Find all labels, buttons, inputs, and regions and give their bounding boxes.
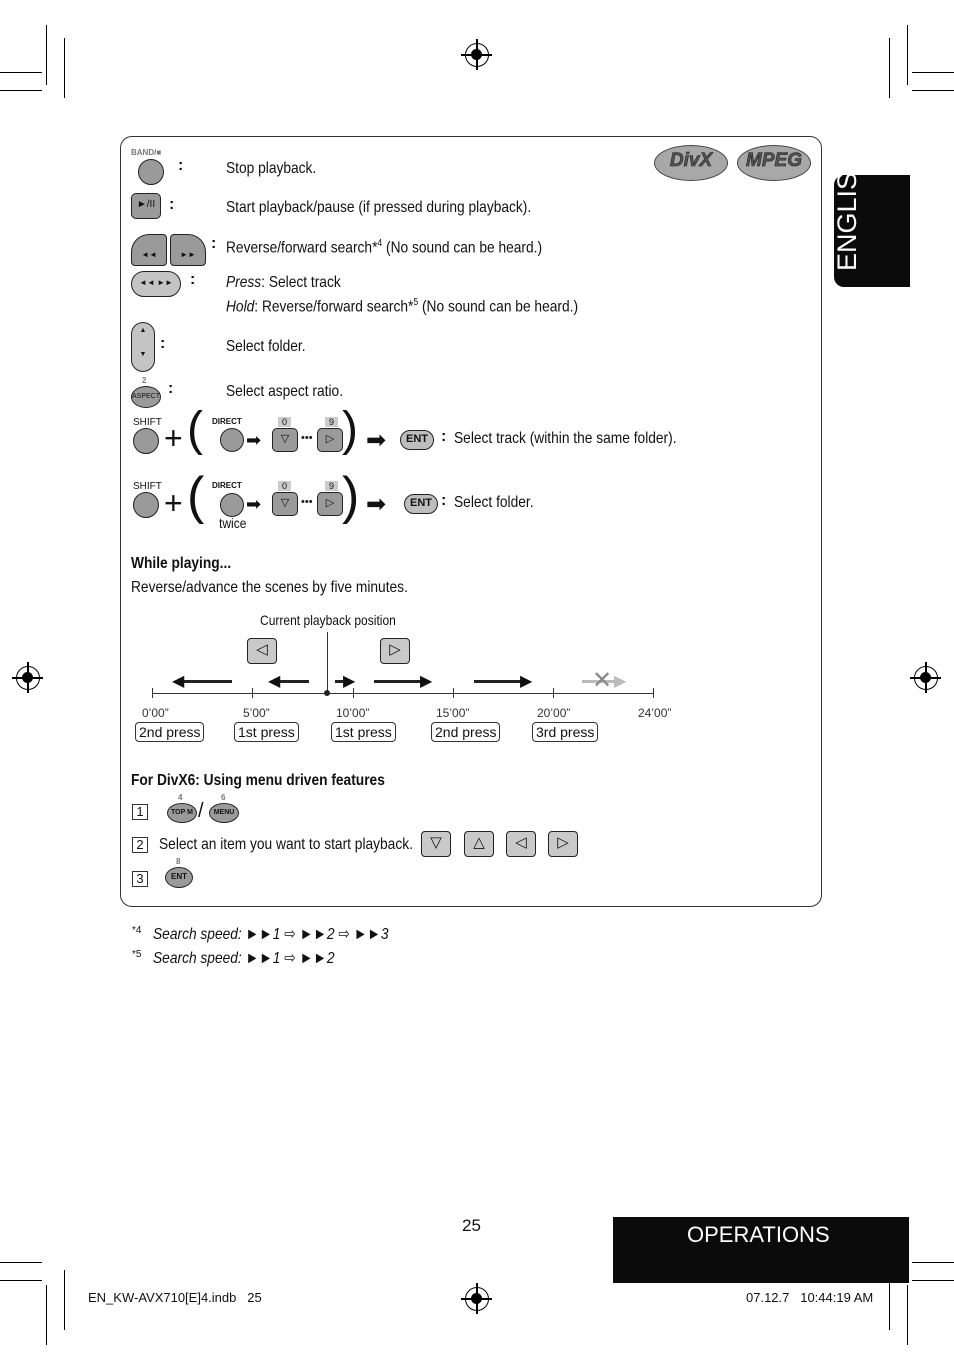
digit-0-label: 0 [278, 481, 291, 491]
current-position-line [327, 632, 328, 694]
reverse-button[interactable]: ◄◄ [131, 234, 167, 266]
left-button[interactable]: ◁ [247, 638, 277, 664]
divx6-heading: For DivX6: Using menu driven features [131, 772, 385, 789]
bracket-close: ) [342, 467, 360, 525]
arrowhead-left: ◀ [268, 673, 281, 690]
arrow-right-icon [474, 680, 524, 683]
colon: : [169, 196, 175, 213]
page-number: 25 [462, 1216, 481, 1235]
right-button[interactable]: ▷ [548, 831, 578, 857]
time-label: 0’00” [142, 706, 169, 720]
arrowhead-right: ▶ [520, 673, 533, 690]
crop-mark [907, 25, 908, 85]
press-count: 3rd press [532, 722, 598, 742]
play-pause-button[interactable]: ►/II [131, 193, 161, 219]
footer-timestamp: 07.12.7 10:44:19 AM [746, 1290, 874, 1305]
aspect-button[interactable]: ASPECT [131, 386, 161, 408]
down-button[interactable]: ▽ [272, 428, 298, 452]
bracket-close: ) [342, 403, 358, 456]
crop-mark [46, 1285, 47, 1345]
arrowhead-right: ▶ [614, 673, 627, 690]
crop-mark [889, 38, 890, 98]
crop-mark [912, 1262, 954, 1263]
stop-text: Stop playback. [226, 160, 317, 177]
timeline-axis [152, 693, 654, 694]
top-menu-button[interactable]: TOP M [167, 803, 197, 823]
aspect-text: Select aspect ratio. [226, 383, 344, 400]
track-rocker-button[interactable]: ◄◄ ►► [131, 271, 181, 297]
footnote-text: Search speed: ►►1 ⇨ ►►2 ⇨ ►►3 [153, 926, 389, 943]
colon: : [190, 271, 196, 288]
timeline-tick [453, 688, 454, 698]
ellipsis: ••• [301, 432, 313, 444]
arrow-right-icon: ➡ [366, 491, 387, 518]
bracket-open: ( [187, 403, 203, 456]
shift-label: SHIFT [133, 417, 162, 428]
press-count: 2nd press [135, 722, 204, 742]
arrow-right-icon [374, 680, 424, 683]
crop-mark [0, 72, 42, 73]
press-count: 1st press [331, 722, 396, 742]
language-label: ENGLISH [832, 152, 862, 271]
right-button[interactable]: ▷ [380, 638, 410, 664]
folder-text: Select folder. [226, 338, 306, 355]
arrowhead-right: ▶ [343, 673, 356, 690]
current-position-dot [324, 690, 330, 696]
registration-mark [465, 43, 489, 67]
forward-button[interactable]: ►► [170, 234, 206, 266]
direct-button[interactable] [220, 493, 244, 517]
search-text: Reverse/forward search*$^4$ (No sound can be heard.) [226, 238, 543, 257]
footer-file: EN_KW-AVX710[E]4.indb 25 [88, 1290, 262, 1305]
band-stop-button[interactable] [138, 159, 164, 185]
band-stop-label: BAND/■ [131, 148, 162, 157]
crop-mark [64, 1270, 65, 1330]
bracket-open: ( [187, 467, 205, 525]
shift-label: SHIFT [133, 481, 162, 492]
arrow-left-icon [279, 680, 309, 683]
arrow-right-icon: ➡ [366, 427, 387, 454]
menu-button[interactable]: MENU [209, 803, 239, 823]
time-label: 24’00” [638, 706, 672, 720]
registration-mark [465, 1287, 489, 1311]
crop-mark [46, 25, 47, 85]
shift-button[interactable] [133, 492, 159, 518]
arrow-right-icon: ➡ [246, 494, 262, 514]
colon: : [441, 428, 447, 445]
timeline-tick [553, 688, 554, 698]
time-label: 5’00” [243, 706, 270, 720]
cross-icon: ✕ [592, 667, 613, 694]
twice-label: twice [219, 515, 247, 531]
left-button[interactable]: ◁ [506, 831, 536, 857]
direct-label: DIRECT [212, 481, 242, 490]
registration-mark [914, 666, 938, 690]
colon: : [178, 157, 184, 174]
select-track-text: Select track (within the same folder). [454, 430, 677, 447]
press-count: 2nd press [431, 722, 500, 742]
digit-9-label: 9 [325, 417, 338, 427]
colon: : [160, 335, 166, 352]
while-playing-heading: While playing... [131, 555, 232, 572]
crop-mark [64, 38, 65, 98]
digit-9-label: 9 [325, 481, 338, 491]
press-count: 1st press [234, 722, 299, 742]
timeline-tick [152, 688, 153, 698]
step-number: 3 [132, 871, 148, 887]
time-label: 15’00” [436, 706, 470, 720]
colon: : [168, 380, 174, 397]
step-number: 1 [132, 804, 148, 820]
crop-mark [0, 90, 42, 91]
direct-label: DIRECT [212, 417, 242, 426]
top-menu-key-number: 4 [178, 793, 183, 802]
ent-button[interactable]: ENT [165, 867, 193, 888]
timeline-tick [252, 688, 253, 698]
divx-disc-icon: DivX [654, 145, 728, 181]
arrowhead-right: ▶ [420, 673, 433, 690]
step2-text: Select an item you want to start playback. [159, 836, 413, 853]
time-label: 10’00” [336, 706, 370, 720]
mpeg-disc-icon: MPEG [737, 145, 811, 181]
arrow-left-icon [182, 680, 232, 683]
shift-button[interactable] [133, 428, 159, 454]
hold-text: Hold: Reverse/forward search*$^5$ (No sound can be heard.) [226, 297, 579, 316]
direct-button[interactable] [220, 428, 244, 452]
ellipsis: ••• [301, 496, 313, 508]
footnote-mark: *4 [132, 925, 142, 936]
slash: / [198, 800, 204, 822]
time-label: 20’00” [537, 706, 571, 720]
while-playing-desc: Reverse/advance the scenes by five minutes. [131, 579, 408, 596]
arrow-right-icon: ➡ [246, 430, 262, 450]
section-title: OPERATIONS [687, 1222, 830, 1247]
aspect-key-number: 2 [142, 376, 147, 385]
footnote-mark: *5 [132, 949, 142, 960]
ent-button[interactable]: ENT [400, 430, 434, 450]
registration-mark [16, 666, 40, 690]
colon: : [441, 492, 447, 509]
crop-mark [912, 90, 954, 91]
crop-mark [912, 72, 954, 73]
crop-mark [0, 1262, 42, 1263]
ent-button[interactable]: ENT [404, 494, 438, 514]
current-position-label: Current playback position [260, 612, 396, 628]
press-text: Press: Select track [226, 274, 341, 291]
ent-key-number: 8 [176, 857, 181, 866]
crop-mark [912, 1280, 954, 1281]
folder-rocker-button[interactable]: ▲ ▼ [131, 322, 155, 372]
right-button[interactable]: ▷ [317, 492, 343, 516]
plus-icon: + [164, 420, 183, 456]
colon: : [211, 235, 217, 252]
timeline-tick [653, 688, 654, 698]
digit-0-label: 0 [278, 417, 291, 427]
step-number: 2 [132, 837, 148, 853]
arrowhead-left: ◀ [172, 673, 185, 690]
footnote-text: Search speed: ►►1 ⇨ ►►2 [153, 950, 335, 967]
down-button[interactable]: ▽ [421, 831, 451, 857]
play-pause-text: Start playback/pause (if pressed during playback). [226, 199, 532, 216]
plus-icon: + [164, 485, 183, 521]
crop-mark [907, 1285, 908, 1345]
language-tab [832, 152, 910, 287]
down-button[interactable]: ▽ [272, 492, 298, 516]
menu-key-number: 6 [221, 793, 226, 802]
up-button[interactable]: △ [464, 831, 494, 857]
section-tab [613, 1217, 909, 1283]
right-button[interactable]: ▷ [317, 428, 343, 452]
select-folder-text: Select folder. [454, 494, 534, 511]
crop-mark [0, 1280, 42, 1281]
